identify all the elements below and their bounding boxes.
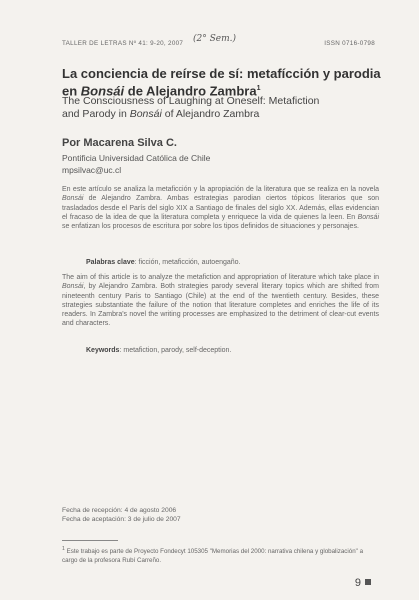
journal-header: TALLER DE LETRAS Nº 41: 9-20, 2007 <box>62 40 184 47</box>
footnote-mark: 1 <box>62 546 65 552</box>
abstract-spanish <box>62 185 379 231</box>
abstract-es-italic-1: Bonsái <box>62 195 84 203</box>
author-affiliation-block <box>62 152 210 176</box>
abstract-es-italic-2: Bonsái <box>357 213 379 221</box>
issn-header: ISSN 0716-0798 <box>324 40 375 47</box>
title-footnote-mark: 1 <box>256 85 261 92</box>
page-number-text: 9 <box>354 577 361 589</box>
author-name: Por Macarena Silva C. <box>62 137 177 149</box>
footnote-divider <box>62 540 118 541</box>
article-title-english <box>62 95 382 121</box>
page-square-icon <box>365 579 371 585</box>
date-received: Fecha de recepción: 4 de agosto 2006 <box>62 507 177 514</box>
keywords-en-label: Keywords <box>86 347 120 354</box>
title-es-italic: Bonsái <box>80 83 125 99</box>
abstract-es-text-3: se enfatizan los procesos de escritura por sobre los tipos definidos de situaciones y personajes. <box>62 223 359 231</box>
page-number <box>355 577 371 589</box>
keywords-es-label: Palabras clave <box>86 259 135 266</box>
title-es-pre: en <box>62 83 81 99</box>
keywords-spanish <box>86 258 241 267</box>
submission-dates <box>62 506 181 524</box>
title-en-pre: and Parody in <box>62 108 130 120</box>
abstract-es-text-2: de Alejandro Zambra. Ambas estrategias parodian ciertos tópicos literarios que son trasladados desde el París del siglo XIX a Santiago de finales del siglo XX. Además, ellas evidencian el fracaso de la idea de que la literatura completa y enriquece la vida de quienes la leen. En <box>62 195 379 221</box>
abstract-en-text-1: The aim of this article is to analyze the metafiction and appropriation of literature which take place in <box>62 274 379 281</box>
handwritten-note: (2° Sem.) <box>193 34 236 44</box>
footnote-text: Este trabajo es parte de Proyecto Fondecyt 105305 "Memorias del 2000: narrativa chilena y globalización" a cargo de la profesora Rubí Carreño. <box>62 548 364 564</box>
title-es-post: de Alejandro Zambra <box>124 83 257 99</box>
footnote <box>62 545 372 565</box>
abstract-english <box>62 273 379 329</box>
abstract-en-text-2: , by Alejandro Zambra. Both strategies parody several literary topics which are shifted from nineteenth century Paris to Santiago (Chile) at the end of the twentieth century. Besides, these strategies substantiate the failure of the notion that literature completes and enriches the life of its readers. In Zambra's novel the writing processes are emphasized to the detriment of clear-cut events and characters. <box>62 283 379 328</box>
date-accepted: Fecha de aceptación: 3 de julio de 2007 <box>62 516 181 523</box>
author-email: mpsilvac@uc.cl <box>62 165 122 175</box>
article-title-spanish <box>62 66 382 98</box>
abstract-es-text-1: En este artículo se analiza la metaficción y la apropiación de la literatura que se realiza en la novela <box>62 186 379 193</box>
keywords-english <box>86 346 231 355</box>
title-en-line1: The Consciousness of Laughing at Oneself: Metafiction <box>62 95 320 107</box>
title-en-italic: Bonsái <box>129 108 162 120</box>
abstract-en-italic-1: Bonsái <box>62 283 84 291</box>
title-en-post: of Alejandro Zambra <box>161 108 260 120</box>
keywords-es-text: : ficción, metaficción, autoengaño. <box>134 259 241 266</box>
keywords-en-text: : metafiction, parody, self-deception. <box>119 347 232 354</box>
author-affiliation: Pontificia Universidad Católica de Chile <box>62 153 211 163</box>
title-es-line1: La conciencia de reírse de sí: metafícción y parodia <box>62 66 381 81</box>
